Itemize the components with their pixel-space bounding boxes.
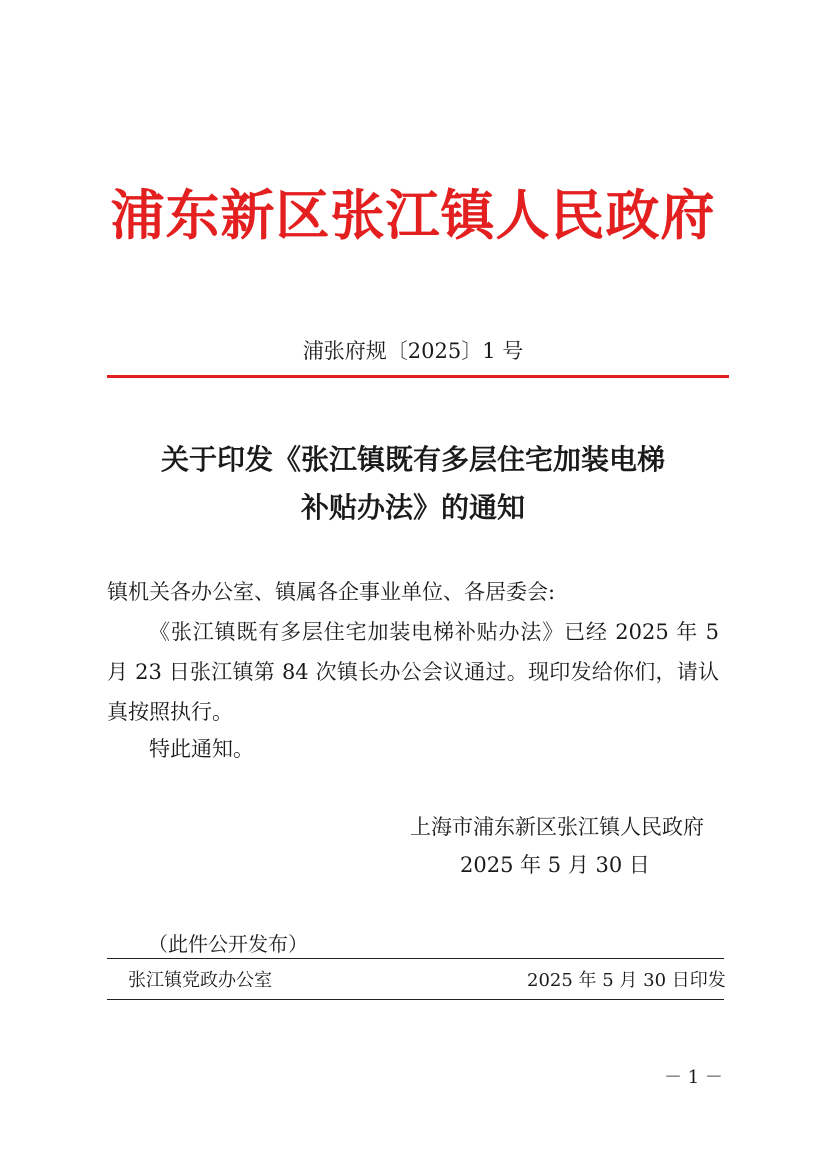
body-paragraph: 《张江镇既有多层住宅加装电梯补贴办法》已经 2025 年 5 月 23 日张江镇第 84 次镇长办公会议通过。现印发给你们，请认真按照执行。 (107, 620, 719, 724)
signature-date: 2025 年 5 月 30 日 (460, 853, 650, 877)
addressee: 镇机关各办公室、镇属各企事业单位、各居委会: (107, 580, 556, 604)
closing-phrase: 特此通知。 (149, 737, 254, 761)
notice-title-line-2: 补贴办法》的通知 (300, 491, 525, 524)
document-number: 浦张府规〔2025〕1 号 (302, 339, 524, 363)
notice-title-line-1: 关于印发《张江镇既有多层住宅加装电梯 (160, 443, 665, 476)
footer-print-date: 2025 年 5 月 30 日印发 (527, 970, 726, 991)
public-release-note: （此件公开发布） (148, 932, 308, 956)
footer-bottom-rule (107, 999, 724, 1000)
footer-top-rule (107, 958, 724, 959)
page-number: － 1 － (664, 1067, 723, 1088)
signature-organization: 上海市浦东新区张江镇人民政府 (410, 815, 704, 839)
masthead-title: 浦东新区张江镇人民政府 (110, 183, 716, 247)
red-separator-line (107, 375, 729, 378)
footer-issuer: 张江镇党政办公室 (128, 970, 272, 991)
